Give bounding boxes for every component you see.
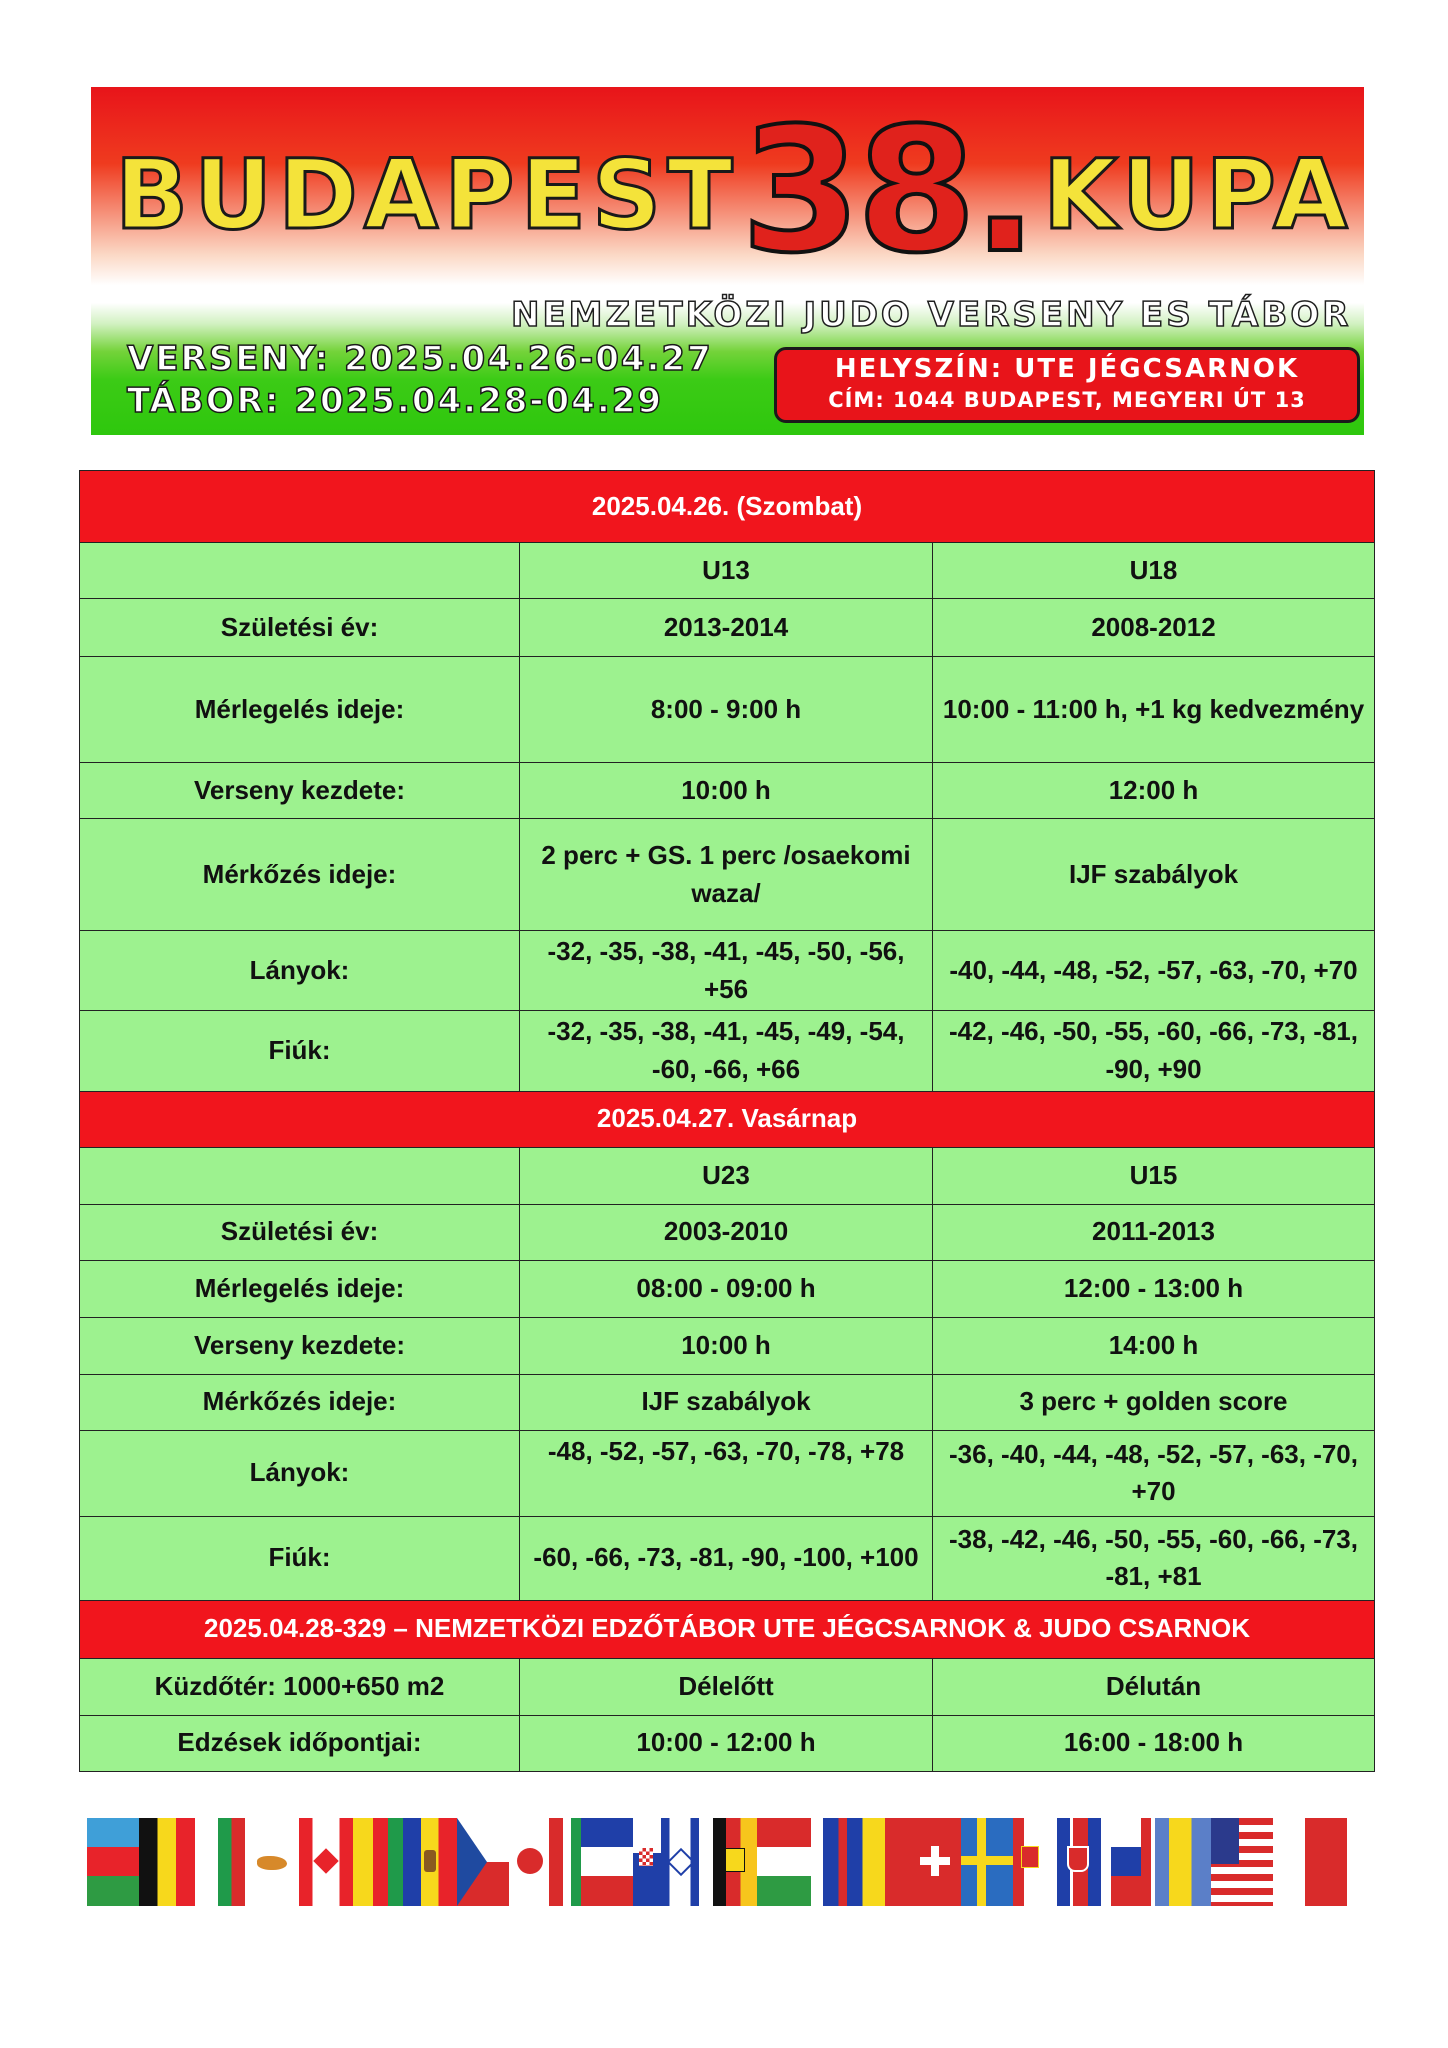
table-cell: IJF szabályok [933,819,1375,931]
row-label: Lányok: [80,1430,520,1516]
row-label: Edzések időpontjai: [80,1715,520,1771]
table-cell: 2008-2012 [933,599,1375,657]
category-u13: U13 [520,543,933,599]
day-header-row [80,1600,1375,1658]
serbia-flag [1013,1818,1049,1906]
table-cell: -40, -44, -48, -52, -57, -63, -70, +70 [933,931,1375,1011]
table-cell: -48, -52, -57, -63, -70, -78, +78 [520,1430,933,1516]
category-u18: U18 [933,543,1375,599]
row-label: Születési év: [80,599,520,657]
table-row [80,1430,1375,1516]
row-label: Fiúk: [80,1516,520,1600]
table-cell: 10:00 h [520,763,933,819]
empty-cell [80,543,520,599]
table-cell: 2011-2013 [933,1204,1375,1260]
table-cell: 16:00 - 18:00 h [933,1715,1375,1771]
table-row [80,657,1375,763]
table-cell: 10:00 h [520,1317,933,1374]
israel-flag [661,1818,699,1906]
banner-subtitle: NEMZETKÖZI JUDO VERSENY ES TÁBOR [511,295,1352,335]
row-label: Lányok: [80,931,520,1011]
category-row [80,1147,1375,1204]
banner-title-kupa: KUPA [1043,139,1354,251]
empty-cell [80,1147,520,1204]
row-label: Verseny kezdete: [80,763,520,819]
table-row [80,1658,1375,1715]
belgium-flag [139,1818,195,1906]
row-label: Mérlegelés ideje: [80,657,520,763]
table-cell: -36, -40, -44, -48, -52, -57, -63, -70, +70 [933,1430,1375,1516]
table-cell: 2013-2014 [520,599,933,657]
row-label: Verseny kezdete: [80,1317,520,1374]
banner-camp-dates: TÁBOR: 2025.04.28-04.29 [127,381,664,421]
day2-header: 2025.04.27. Vasárnap [80,1091,1375,1147]
table-cell: 3 perc + golden score [933,1374,1375,1430]
row-label: Mérlegelés ideje: [80,1260,520,1317]
flags-strip [87,1818,1357,1906]
hungary-flag [757,1818,811,1906]
italy-flag [571,1818,581,1906]
table-cell: 8:00 - 9:00 h [520,657,933,763]
austria-flag [1287,1818,1347,1906]
romania-flag [823,1818,909,1906]
row-label: Fiúk: [80,1011,520,1091]
table-row [80,819,1375,931]
day-header-row [80,471,1375,543]
category-u23: U23 [520,1147,933,1204]
switzerland-flag [909,1818,961,1906]
table-cell: -60, -66, -73, -81, -90, -100, +100 [520,1516,933,1600]
moldova-flag [403,1818,457,1906]
azerbaijan-flag [87,1818,139,1906]
table-cell: 10:00 - 11:00 h, +1 kg kedvezmény [933,657,1375,763]
camp-header: 2025.04.28-329 – NEMZETKÖZI EDZŐTÁBOR UTE JÉGCSARNOK & JUDO CSARNOK [80,1600,1375,1658]
table-cell: 12:00 h [933,763,1375,819]
table-row [80,1516,1375,1600]
venue-address: CÍM: 1044 BUDAPEST, MEGYERI ÚT 13 [828,388,1306,412]
venue-box [774,347,1360,423]
table-cell: 12:00 - 13:00 h [933,1260,1375,1317]
red-strip-flag [549,1818,563,1906]
slovenia-flag [1111,1818,1141,1906]
day-header-row [80,1091,1375,1147]
banner-title-budapest: BUDAPEST [115,139,739,251]
row-label: Mérkőzés ideje: [80,1374,520,1430]
row-label: Születési év: [80,1204,520,1260]
table-cell: Délután [933,1658,1375,1715]
venue-name: HELYSZÍN: UTE JÉGCSARNOK [834,354,1300,384]
event-banner [91,87,1364,435]
lithuania-flag [353,1818,403,1906]
row-label: Mérkőzés ideje: [80,819,520,931]
banner-competition-dates: VERSENY: 2025.04.26-04.27 [127,339,713,379]
table-cell: Délelőtt [520,1658,933,1715]
table-row [80,1204,1375,1260]
sweden-flag [961,1818,1013,1906]
table-cell: -32, -35, -38, -41, -45, -49, -54, -60, -66, +66 [520,1011,933,1091]
ukraine-flag [1141,1818,1211,1906]
table-cell: IJF szabályok [520,1374,933,1430]
schedule-table [79,470,1375,1772]
canada-flag [299,1818,353,1906]
france-flag [581,1818,633,1906]
croatia-flag [633,1818,661,1906]
table-cell: 2 perc + GS. 1 perc /osaekomi waza/ [520,819,933,931]
category-u15: U15 [933,1147,1375,1204]
category-row [80,543,1375,599]
table-row [80,1317,1375,1374]
table-cell: -38, -42, -46, -50, -55, -60, -66, -73, -81, +81 [933,1516,1375,1600]
slovakia-flag [1057,1818,1101,1906]
table-row [80,763,1375,819]
table-row [80,1715,1375,1771]
table-cell: 08:00 - 09:00 h [520,1260,933,1317]
table-row [80,1260,1375,1317]
table-row [80,1374,1375,1430]
table-row [80,931,1375,1011]
table-cell: 2003-2010 [520,1204,933,1260]
table-row [80,1011,1375,1091]
table-cell: -32, -35, -38, -41, -45, -50, -56, +56 [520,931,933,1011]
table-cell: -42, -46, -50, -55, -60, -66, -73, -81, -90, +90 [933,1011,1375,1091]
czech-flag [457,1818,509,1906]
japan-flag [509,1818,549,1906]
bulgaria-flag [211,1818,245,1906]
germany-flag [713,1818,757,1906]
row-label: Küzdőtér: 1000+650 m2 [80,1658,520,1715]
day1-header: 2025.04.26. (Szombat) [80,471,1375,543]
cyprus-flag [247,1818,299,1906]
table-row [80,599,1375,657]
table-cell: 10:00 - 12:00 h [520,1715,933,1771]
usa-flag [1211,1818,1273,1906]
table-cell: 14:00 h [933,1317,1375,1374]
banner-edition-number: 38. [741,90,1034,291]
